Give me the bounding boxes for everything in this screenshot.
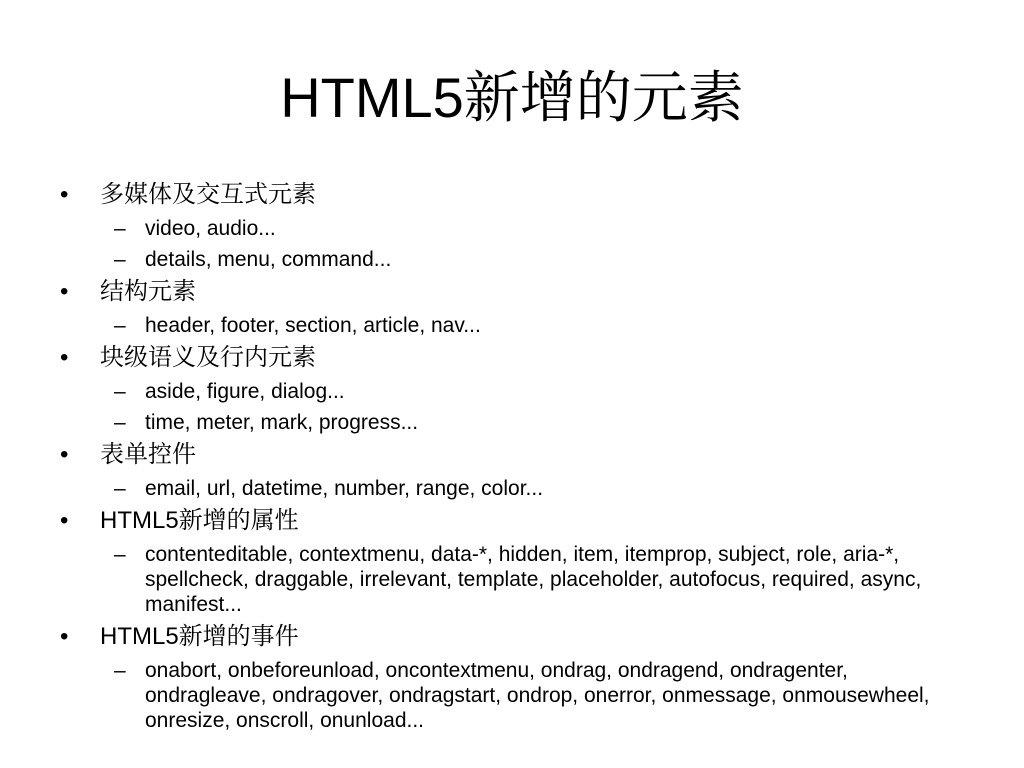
bullet-group-6 — [0, 620, 1024, 733]
bullet-text: HTML5新增的事件 — [100, 623, 299, 650]
bullet-text: 多媒体及交互式元素 — [100, 181, 316, 208]
sub-item — [0, 410, 1024, 435]
sub-item — [0, 476, 1024, 501]
dash-marker: – — [114, 477, 126, 500]
bullet-text: 结构元素 — [100, 278, 196, 305]
sub-item — [0, 658, 1024, 733]
bullet-group-2 — [0, 275, 1024, 338]
dash-marker: – — [114, 659, 126, 682]
bullet-group-5 — [0, 504, 1024, 617]
sub-item-text: contenteditable, contextmenu, data-*, hidden, item, itemprop, subject, role, aria-*, spellcheck, draggable, irrelevant, template, placeholder, autofocus, required, async, manifest... — [145, 543, 922, 616]
dash-marker: – — [114, 380, 126, 403]
sub-item — [0, 247, 1024, 272]
bullet-group-3 — [0, 341, 1024, 435]
dash-marker: – — [114, 217, 126, 240]
bullet-group-1 — [0, 178, 1024, 272]
bullet-item — [0, 504, 1024, 538]
slide-title: HTML5新增的元素 — [280, 66, 744, 129]
bullet-item — [0, 438, 1024, 472]
bullet-text: 表单控件 — [100, 441, 196, 468]
sub-item-text: email, url, datetime, number, range, color... — [145, 477, 544, 500]
sub-item-text: details, menu, command... — [145, 248, 392, 271]
sub-item-text: aside, figure, dialog... — [145, 380, 345, 403]
sub-item-text: video, audio... — [145, 217, 276, 240]
bullet-marker: • — [60, 441, 69, 468]
bullet-marker: • — [60, 278, 69, 305]
dash-marker: – — [114, 248, 126, 271]
sub-item — [0, 379, 1024, 404]
bullet-text: HTML5新增的属性 — [100, 507, 299, 534]
sub-item-text: onabort, onbeforeunload, oncontextmenu, ondrag, ondragend, ondragenter, ondragleave, ondragover, ondragstart, ondrop, onerror, onmessage, onmousewheel, onresize, onscroll, onunload... — [145, 659, 930, 732]
bullet-text: 块级语义及行内元素 — [100, 344, 316, 371]
bullet-item — [0, 275, 1024, 309]
sub-item-text: header, footer, section, article, nav... — [145, 314, 481, 337]
bullet-marker: • — [60, 344, 69, 371]
bullet-marker: • — [60, 507, 69, 534]
bullet-group-4 — [0, 438, 1024, 501]
dash-marker: – — [114, 543, 126, 566]
sub-item-text: time, meter, mark, progress... — [145, 411, 419, 434]
sub-item — [0, 542, 1024, 617]
slide-content — [0, 178, 1024, 733]
bullet-item — [0, 178, 1024, 212]
bullet-item — [0, 341, 1024, 375]
sub-item — [0, 313, 1024, 338]
bullet-item — [0, 620, 1024, 654]
dash-marker: – — [114, 314, 126, 337]
bullet-marker: • — [60, 181, 69, 208]
bullet-marker: • — [60, 623, 69, 650]
dash-marker: – — [114, 411, 126, 434]
sub-item — [0, 216, 1024, 241]
